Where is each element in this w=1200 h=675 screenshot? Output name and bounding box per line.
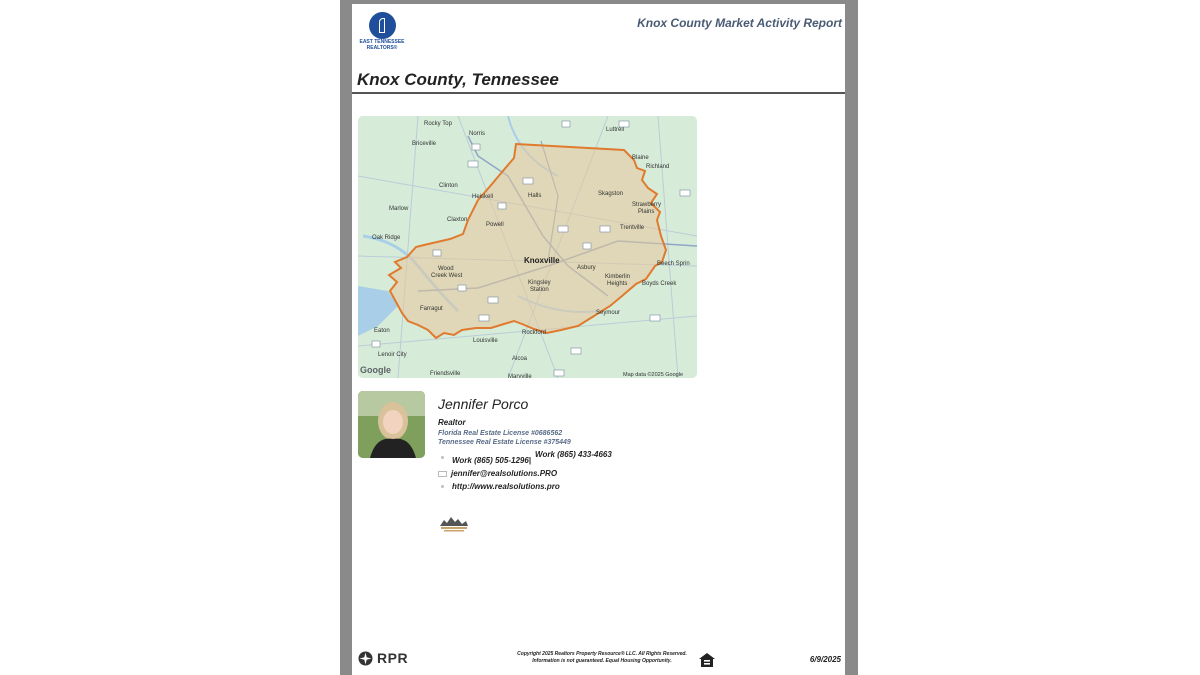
svg-text:Knoxville: Knoxville (524, 256, 560, 265)
report-title: Knox County Market Activity Report (637, 16, 842, 30)
map-attribution: Map data ©2025 Google (623, 372, 684, 378)
etr-logo (358, 12, 406, 62)
svg-text:Skagston: Skagston (598, 191, 624, 197)
building-icon (369, 12, 396, 39)
svg-text:Briceville: Briceville (412, 141, 437, 147)
svg-text:Norris: Norris (469, 131, 485, 137)
agent-photo (358, 391, 425, 458)
license-tennessee: Tennessee Real Estate License #375449 (438, 439, 571, 446)
license-florida: Florida Real Estate License #0686562 (438, 430, 563, 437)
svg-text:Plains: Plains (638, 209, 655, 215)
agent-info (438, 396, 738, 491)
company-logo (438, 514, 470, 532)
globe-icon (441, 485, 444, 488)
phone-icon (441, 456, 444, 459)
svg-text:Boyds Creek: Boyds Creek (642, 281, 677, 287)
copyright (502, 651, 702, 665)
svg-text:Powell: Powell (486, 222, 504, 228)
agent-email[interactable]: jennifer@realsolutions.PRO (451, 469, 558, 478)
svg-text:Heights: Heights (607, 281, 628, 287)
svg-text:Creek West: Creek West (431, 273, 463, 279)
svg-text:Beech Sprin: Beech Sprin (657, 261, 690, 267)
svg-text:Heiskell: Heiskell (472, 194, 494, 200)
svg-text:Louisville: Louisville (473, 338, 498, 344)
phone-row (438, 450, 738, 465)
rpr-text: RPR (377, 650, 409, 666)
svg-text:Claxton: Claxton (447, 217, 468, 223)
svg-text:Seymour: Seymour (596, 310, 621, 316)
rpr-logo (358, 650, 408, 666)
svg-text:Kingsley: Kingsley (528, 280, 551, 286)
work-phone-1[interactable]: Work (865) 505-1296| (452, 456, 532, 465)
svg-text:Oak Ridge: Oak Ridge (372, 235, 401, 241)
svg-text:Lenoir City: Lenoir City (378, 352, 407, 358)
copyright-line2: Information is not guaranteed. Equal Housing Opportunity. (532, 658, 672, 664)
svg-text:Station: Station (530, 287, 549, 293)
svg-text:Kimberlin: Kimberlin (605, 274, 631, 280)
equal-housing-icon (698, 652, 716, 668)
svg-text:Wood: Wood (438, 266, 454, 272)
copyright-line1: Copyright 2025 Realtors Property Resource® LLC. All Rights Reserved. (517, 651, 687, 657)
svg-text:Friendsville: Friendsville (430, 371, 461, 377)
rpr-icon (358, 651, 373, 666)
svg-text:Maryville: Maryville (508, 374, 532, 378)
report-page (352, 4, 845, 675)
svg-text:Richland: Richland (646, 164, 670, 170)
agent-website[interactable]: http://www.realsolutions.pro (452, 482, 560, 491)
report-date: 6/9/2025 (809, 655, 841, 664)
svg-text:Rockford: Rockford (522, 330, 547, 336)
svg-text:Marlow: Marlow (389, 206, 409, 212)
svg-text:Asbury: Asbury (577, 265, 596, 271)
agent-name: Jennifer Porco (438, 396, 529, 412)
svg-text:Clinton: Clinton (439, 183, 458, 189)
work-phone-2[interactable]: Work (865) 433-4663 (535, 450, 612, 459)
svg-text:Trentville: Trentville (620, 225, 645, 231)
website-row (438, 482, 738, 491)
logo-text-line2: REALTORS® (366, 45, 398, 51)
mail-icon (438, 471, 447, 477)
county-title: Knox County, Tennessee (357, 70, 559, 89)
header-divider (352, 92, 845, 94)
agent-role: Realtor (438, 418, 466, 427)
map-canvas (358, 116, 697, 378)
svg-text:Luttrell: Luttrell (606, 127, 625, 133)
svg-text:Rocky Top: Rocky Top (424, 121, 452, 127)
svg-text:Farragut: Farragut (420, 306, 443, 312)
svg-text:Blaine: Blaine (632, 155, 649, 161)
svg-text:Strawberry: Strawberry (632, 202, 662, 208)
svg-text:Alcoa: Alcoa (512, 356, 528, 362)
svg-text:Halls: Halls (528, 193, 542, 199)
svg-text:Eaton: Eaton (374, 328, 390, 334)
county-map[interactable] (358, 116, 697, 378)
logo-text-line1: EAST TENNESSEE (359, 39, 405, 45)
email-row (438, 469, 738, 478)
google-logo: Google (360, 365, 391, 375)
